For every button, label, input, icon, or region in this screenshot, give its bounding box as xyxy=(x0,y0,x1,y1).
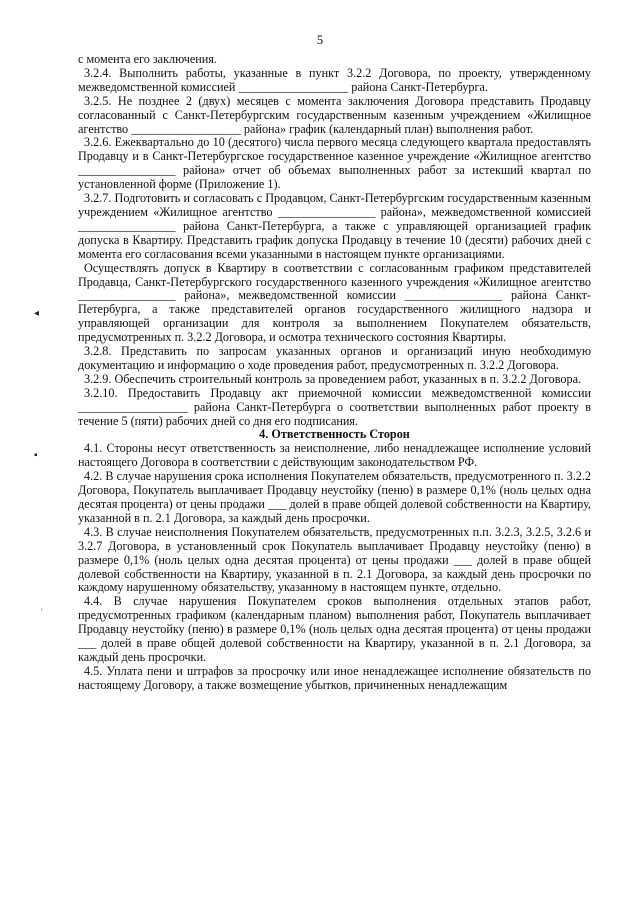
clause-3-2-8: 3.2.8. Представить по запросам указанных органов и организаций иную необходимую документацию и информацию о ходе проведения работ, предусмотренных п. 3.2.2 Договора. xyxy=(78,344,591,372)
clause-3-2-7-access: Осуществлять допуск в Квартиру в соответствии с согласованным графиком представителей Продавца, Санкт-Петербургского государственного казенного учреждения «Жилищное агентство ________________ района», межведомственной комиссии ________________ района Санкт-Петербурга, а также представителей органов государственного жилищного надзора и управляющей организации для контроля за выполнением Покупателем обязательств, предусмотренных п. 3.2.2 Договора, и осмотра технического состояния Квартиры. xyxy=(78,260,591,345)
clause-3-2-5: 3.2.5. Не позднее 2 (двух) месяцев с момента заключения Договора представить Продавцу согласованный с Санкт-Петербургским государственным казенным учреждением «Жилищное агентство __________________ района» график (календарный план) выполнения работ. xyxy=(78,93,591,136)
clause-4-2: 4.2. В случае нарушения срока исполнения Покупателем обязательств, предусмотренного п. 3.2.2 Договора, Покупатель выплачивает Продавцу неустойку (пеню) в размере 0,1% (ноль целых одна десятая процента) от цены продажи ___ долей в праве общей долевой собственности на Квартиру, указанной в п. 2.1 Договора, за каждый день просрочки. xyxy=(78,469,591,525)
margin-mark: ▪ xyxy=(34,450,38,461)
margin-mark: ˒ xyxy=(40,603,44,614)
clause-3-2-7: 3.2.7. Подготовить и согласовать с Продавцом, Санкт-Петербургским государственным казенным учреждением «Жилищное агентство ________________ района», межведомственной комиссией ________________ района Санкт-Петербурга, а также с управляющей организацией график допуска в Квартиру. Представить график допуска Продавцу в течение 10 (десяти) рабочих дней с момента его согласования всеми указанными в настоящем пункте организациями. xyxy=(78,191,591,261)
clause-3-2-10: 3.2.10. Предоставить Продавцу акт приемочной комиссии межведомственной комиссии __________________ района Санкт-Петербурга о соответствии выполненных работ проекту в течение 5 (пяти) рабочих дней со дня его подписания. xyxy=(78,385,591,428)
clause-3-2-6: 3.2.6. Ежеквартально до 10 (десятого) числа первого месяца следующего квартала предоставлять Продавцу и в Санкт-Петербургское государственное казенное учреждение «Жилищное агентство ________________ района» отчет об объемах выполненных работ за истекший квартал по установленной форме (Приложение 1). xyxy=(78,135,591,192)
page-number: 5 xyxy=(316,33,324,47)
clause-4-5: 4.5. Уплата пени и штрафов за просрочку или иное ненадлежащее исполнение обязательств по настоящему Договору, а также возмещение убытков, причиненных ненадлежащим xyxy=(78,663,591,692)
clause-4-3: 4.3. В случае неисполнения Покупателем обязательств, предусмотренных п.п. 3.2.3, 3.2.5, 3.2.6 и 3.2.7 Договора, в установленный срок Покупатель выплачивает Продавцу неустойку (пеню) в размере 0,1% (ноль целых одна десятая процента) от цены продажи ___ долей в праве общей долевой собственности на Квартиру, указанной в п. 2.1 Договора, за каждый день просрочки по каждому нарушенному обязательству, указанному в настоящем пункте, отдельно. xyxy=(78,524,591,595)
clause-3-2-4: 3.2.4. Выполнить работы, указанные в пункт 3.2.2 Договора, по проекту, утвержденному межведомственной комиссией __________________ района Санкт-Петербурга. xyxy=(78,65,591,94)
clause-3-2-9: 3.2.9. Обеспечить строительный контроль за проведением работ, указанных в п. 3.2.2 Договора. xyxy=(84,371,582,386)
document-body xyxy=(78,53,591,693)
section-heading-4: 4. Ответственность Сторон xyxy=(259,427,410,442)
clause-4-4: 4.4. В случае нарушения Покупателем сроков выполнения отдельных этапов работ, предусмотренных графиком (календарным планом) выполнения работ, Покупатель выплачивает Продавцу неустойку (пеню) в размере 0,1% (ноль целых одна десятая процента) от цены продажи ___ долей в праве общей долевой собственности на Квартиру, указанной в п. 2.1 Договора, за каждый день просрочки. xyxy=(78,594,591,664)
paragraph-continuation: с момента его заключения. xyxy=(78,52,217,66)
margin-mark: ◂ xyxy=(34,308,40,319)
clause-4-1: 4.1. Стороны несут ответственность за неисполнение, либо ненадлежащее исполнение условий настоящего Договора в соответствии с действующим законодательством РФ. xyxy=(78,441,591,470)
